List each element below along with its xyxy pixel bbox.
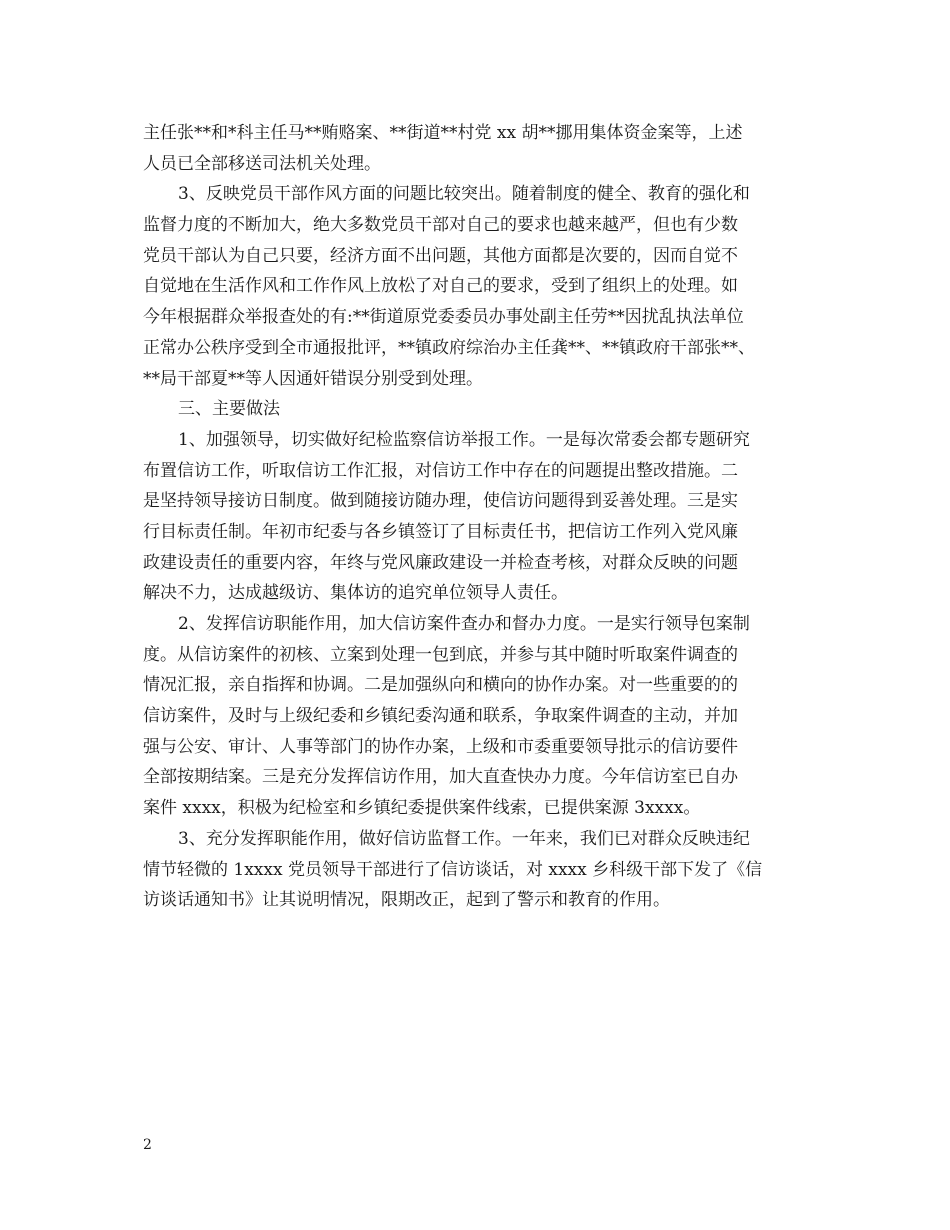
body-text-line: 信访案件，及时与上级纪委和乡镇纪委沟通和联系，争取案件调查的主动，并加	[143, 706, 738, 727]
body-text-line: 情节轻微的 1xxxx 党员领导干部进行了信访谈话，对 xxxx 乡科级干部下发了《信	[143, 859, 763, 880]
body-text-line: 自觉地在生活作风和工作作风上放松了对自己的要求，受到了组织上的处理。如	[143, 276, 738, 297]
body-text-line: 是坚持领导接访日制度。做到随接访随办理，使信访问题得到妥善处理。三是实	[143, 491, 738, 512]
body-text-line: 度。从信访案件的初核、立案到处理一包到底，并参与其中随时听取案件调查的	[143, 644, 738, 665]
body-text-line: **局干部夏**等人因通奸错误分别受到处理。	[143, 368, 483, 389]
paragraph-first-line: 3、充分发挥职能作用，做好信访监督工作。一年来，我们已对群众反映违纪	[178, 828, 750, 849]
body-text-line: 今年根据群众举报查处的有:**街道原党委委员办事处副主任劳**因扰乱执法单位	[143, 307, 744, 328]
body-text-line: 正常办公秩序受到全市通报批评，**镇政府综治办主任龚**、**镇政府干部张**、	[143, 337, 755, 358]
paragraph-first-line: 2、发挥信访职能作用，加大信访案件查办和督办力度。一是实行领导包案制	[178, 614, 750, 634]
body-text-line: 监督力度的不断加大，绝大多数党员干部对自己的要求也越来越严，但也有少数	[143, 215, 738, 236]
body-text-line: 党员干部认为自己只要，经济方面不出问题，其他方面都是次要的，因而自觉不	[143, 245, 738, 266]
body-text-line: 解决不力，达成越级访、集体访的追究单位领导人责任。	[143, 583, 568, 604]
body-text-line: 强与公安、审计、人事等部门的协作办案，上级和市委重要领导批示的信访要件	[143, 736, 738, 757]
paragraph-first-line: 3、反映党员干部作风方面的问题比较突出。随着制度的健全、教育的强化和	[178, 184, 750, 205]
paragraph-first-line: 1、加强领导，切实做好纪检监察信访举报工作。一是每次常委会都专题研究	[178, 429, 750, 450]
body-text-line: 访谈话通知书》让其说明情况，限期改正，起到了警示和教育的作用。	[143, 890, 670, 911]
section-heading: 三、主要做法	[178, 399, 280, 420]
body-text-line: 人员已全部移送司法机关处理。	[143, 153, 381, 174]
body-text-line: 全部按期结案。三是充分发挥信访作用，加大直查快办力度。今年信访室已自办	[143, 767, 738, 788]
body-text-line: 案件 xxxx，积极为纪检室和乡镇纪委提供案件线索，已提供案源 3xxxx。	[143, 798, 701, 819]
body-text-line: 主任张**和*科主任马**贿赂案、**街道**村党 xx 胡**挪用集体资金案等，上述	[143, 123, 743, 143]
page-number: 2	[143, 1137, 152, 1153]
body-text-line: 政建设责任的重要内容，年终与党风廉政建设一并检查考核，对群众反映的问题	[143, 552, 738, 573]
body-text-line: 布置信访工作，听取信访工作汇报，对信访工作中存在的问题提出整改措施。二	[143, 460, 738, 481]
body-text-line: 行目标责任制。年初市纪委与各乡镇签订了目标责任书，把信访工作列入党风廉	[143, 521, 738, 542]
body-text-line: 情况汇报，亲自指挥和协调。二是加强纵向和横向的协作办案。对一些重要的的	[143, 675, 738, 696]
document-body	[143, 118, 808, 916]
